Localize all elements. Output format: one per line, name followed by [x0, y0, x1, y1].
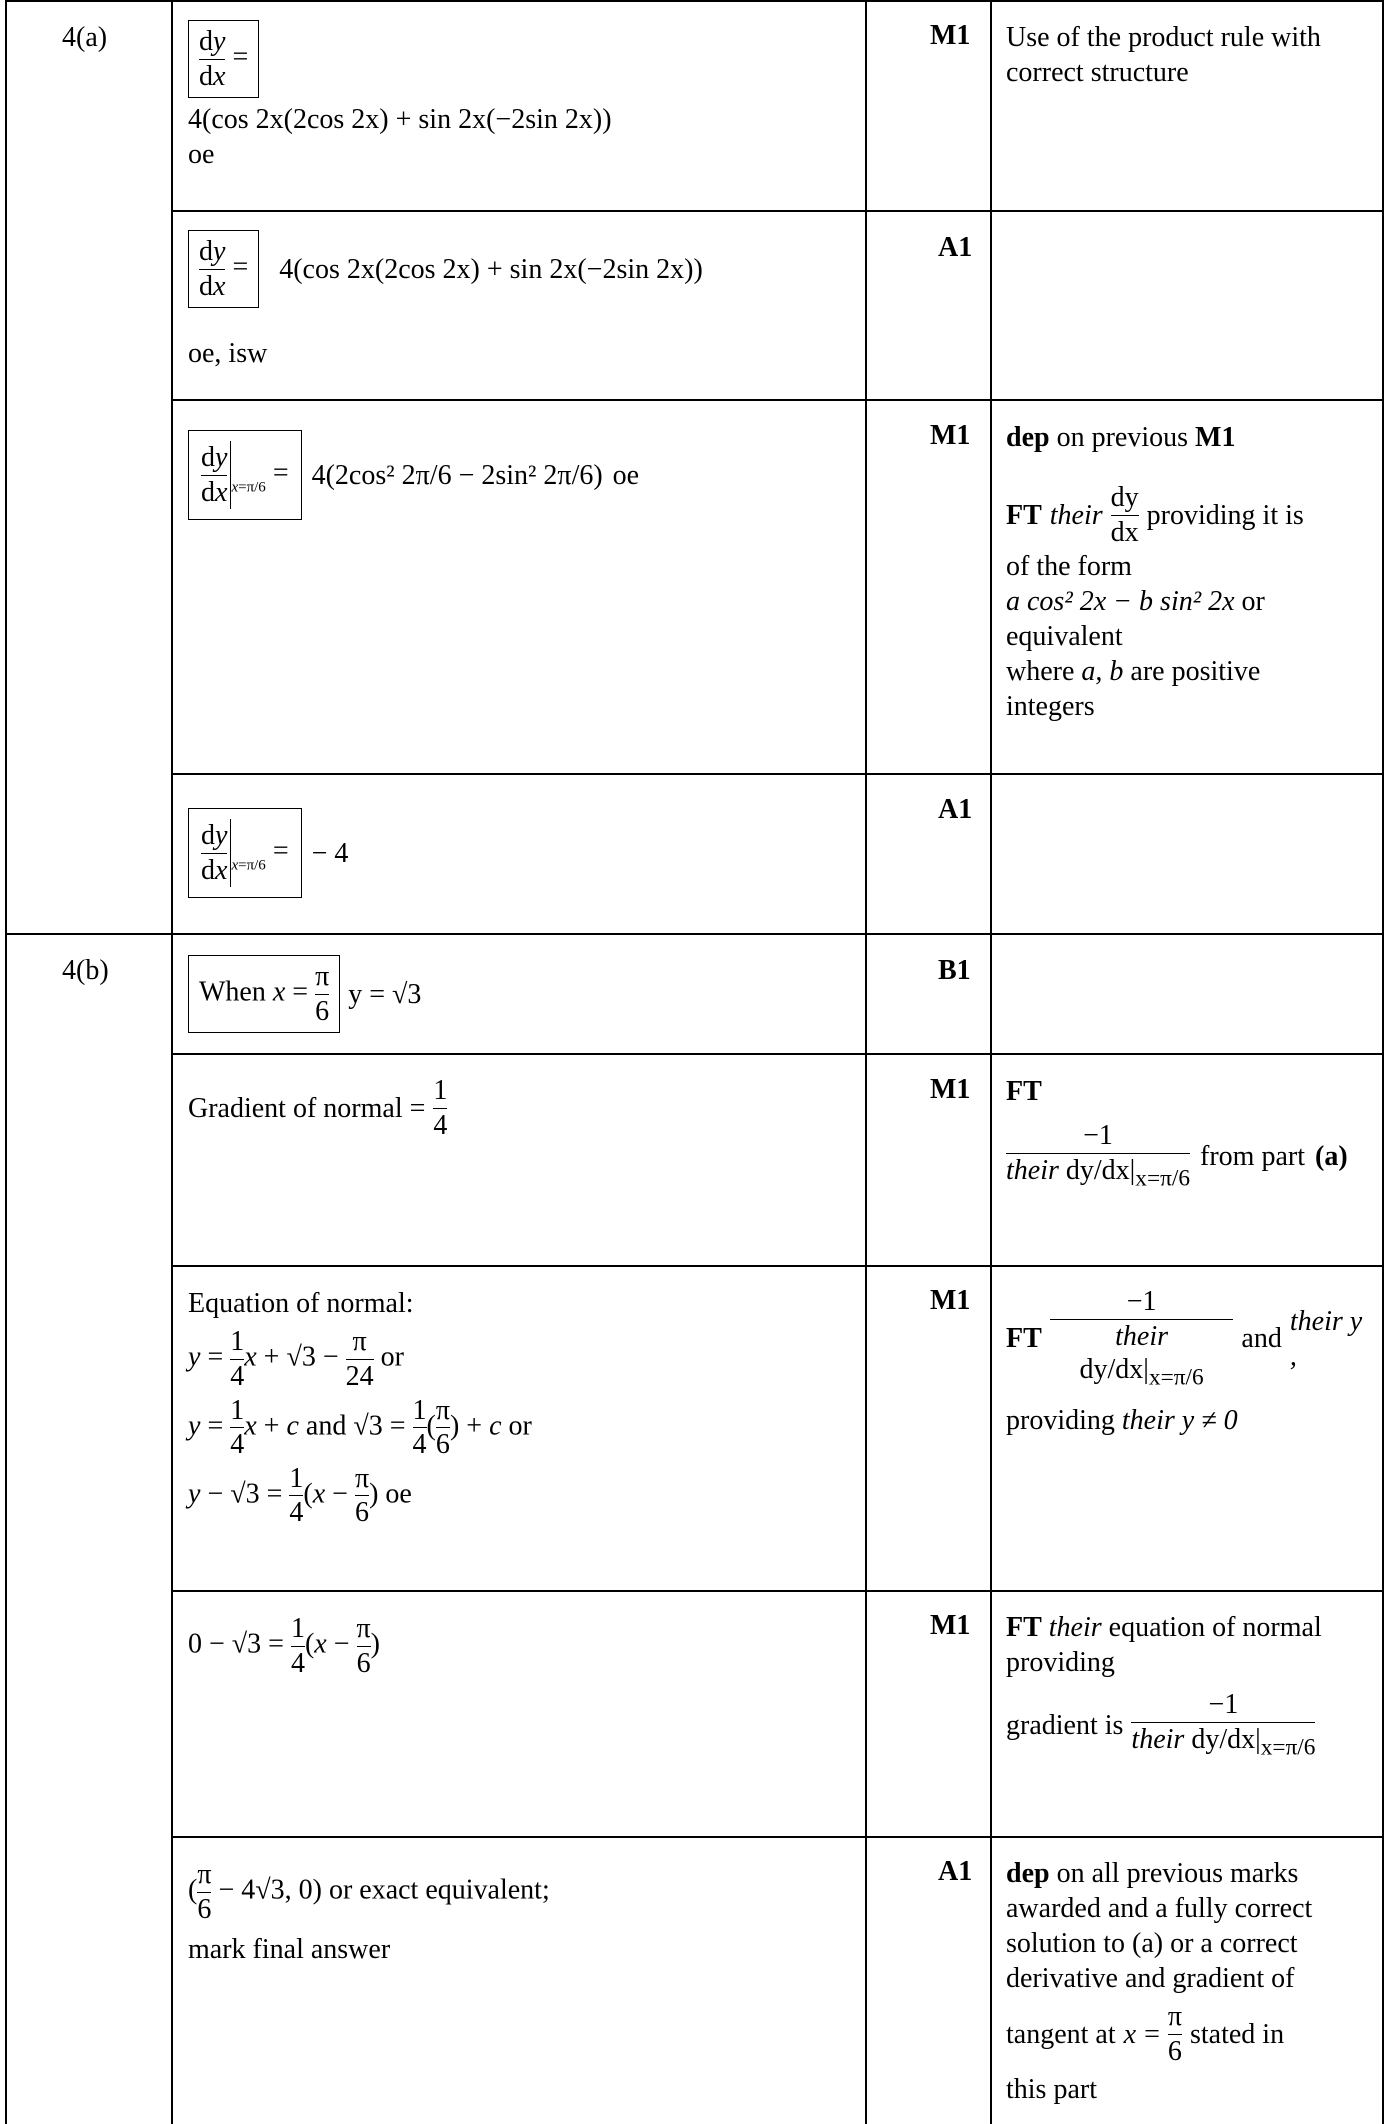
answer-cell: 0 − √3 = $\frac{1}{4}$ (x − $\frac{\pi}{6}$ ) [188, 1613, 380, 1679]
mark-code: B1 [938, 955, 971, 986]
mark-code: A1 [938, 1856, 973, 1887]
guidance-cell: dep on previous M1 FT their dy dx providing it is of the form a cos² 2x − b sin² 2x or equivalent where a, b are positive integers [1006, 422, 1304, 723]
table-border [5, 0, 1383, 2]
mark-code: M1 [930, 1610, 971, 1641]
table-border [171, 1265, 1383, 1267]
table-border [171, 1590, 1383, 1592]
mark-code: A1 [938, 232, 973, 263]
table-border [171, 0, 173, 2124]
answer-cell: $\frac{dy}{dx}$ $_{x=\pi/6}$ = 4(2cos² 2π/6 − 2sin² 2π/6) oe [188, 430, 848, 520]
answer-cell: When x = $\frac{\pi}{6}$ y = √3 [188, 955, 848, 1033]
table-border [171, 399, 1383, 401]
answer-cell: $\frac{dy}{dx}$ $_{x=\pi/6}$ = − 4 [188, 808, 848, 898]
answer-expression: − 4 [311, 837, 349, 869]
answer-cell [188, 20, 848, 172]
guidance-cell: FT their equation of normal providing gradient is −1 their $dy/dx|_{x=\pi/6}$ [1006, 1612, 1322, 1761]
guidance-cell: FT −1 their $dy/dx|_{x=\pi/6}$ and their y , providing their y ≠ 0 [1006, 1286, 1363, 1436]
answer-cell: Equation of normal: y = $\frac{1}{4}$ x + √3 − $\frac{\pi}{24}$ or y = $\frac{1}{4}$ x + c and √3 = $\frac{1}{4}$ ( $\frac{\pi}{6}$ ) + c or y − √3 = $\frac{1}{4}$ (x − $\frac{\pi}{6}$ ) oe [188, 1282, 848, 1530]
guidance-cell: FT −1 their $dy/dx|_{x=\pi/6}$ from part (a) [1006, 1076, 1348, 1192]
guidance-cell: dep on all previous marks awarded and a fully correct solution to (a) or a correct derivative and gradient of tangent at x = π 6 stated in this part [1006, 1858, 1313, 2106]
table-border [5, 933, 1383, 935]
mark-code: A1 [938, 794, 973, 825]
answer-cell: Gradient of normal = $\frac{1}{4}$ [188, 1075, 448, 1141]
answer-note: oe [188, 139, 215, 171]
part-label: 4(b) [62, 955, 109, 986]
answer-expression: y = √3 [348, 978, 422, 1010]
table-border [171, 1053, 1383, 1055]
table-border [865, 0, 867, 2124]
table-border [5, 0, 7, 2124]
mark-code: M1 [930, 420, 971, 451]
mark-code: M1 [930, 1285, 971, 1316]
answer-note: oe [612, 459, 640, 491]
answer-cell: ( $\frac{\pi}{6}$ − 4√3, 0) or exact equivalent; mark final answer [188, 1859, 550, 1966]
answer-cell: $\frac{dy}{dx}$ = 4(cos 2x(2cos 2x) + sin 2x(−2sin 2x)) oe, isw [188, 230, 848, 371]
answer-text: Gradient of normal = [188, 1092, 426, 1124]
answer-text: Equation of normal: [188, 1288, 414, 1319]
table-border [1382, 0, 1384, 2124]
mark-code: M1 [930, 1074, 971, 1105]
answer-expression: 4(cos 2x(2cos 2x) + sin 2x(−2sin 2x)) [279, 253, 703, 285]
mark-code: M1 [930, 20, 971, 51]
table-border [171, 773, 1383, 775]
guidance-cell: Use of the product rule with correct structure [1006, 22, 1321, 88]
derivative-bracket: $\frac{dy}{dx}$ = [188, 20, 848, 98]
answer-expression: 4(cos 2x(2cos 2x) + sin 2x(−2sin 2x)) [188, 104, 612, 136]
part-label: 4(a) [62, 22, 108, 53]
table-border [171, 210, 1383, 212]
answer-note: oe, isw [188, 338, 268, 370]
table-border [990, 0, 992, 2124]
answer-expression: 4(2cos² 2π/6 − 2sin² 2π/6) [311, 459, 603, 491]
table-border [171, 1836, 1383, 1838]
